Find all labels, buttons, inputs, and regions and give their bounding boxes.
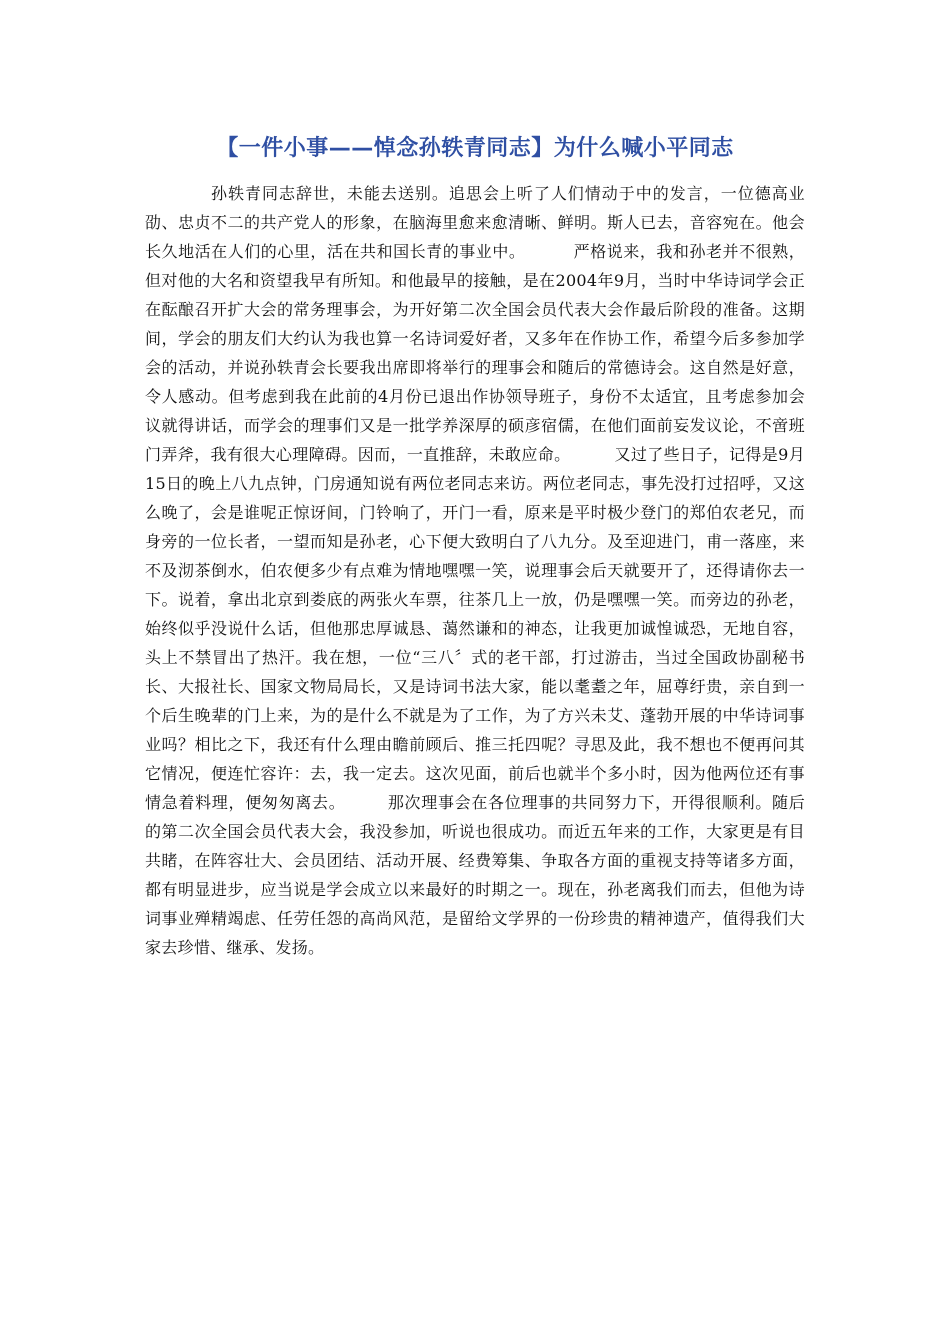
paragraph-1: 孙轶青同志辞世，未能去送别。追思会上听了人们情动于中的发言，一位德高业劭、忠贞不二的共产党人的形象，在脑海里愈来愈清晰、鲜明。斯人已去，音容宛在。他会长久地活在人们的心里，活在共和国长青的事业中。	[145, 184, 805, 261]
paragraph-3: 又过了些日子，记得是9月15日的晚上八九点钟，门房通知说有两位老同志来访。两位老同志，事先没打过招呼，又这么晚了，会是谁呢正惊讶间，门铃响了，开门一看，原来是平时极少登门的郑伯农老兄，而身旁的一位长者，一望而知是孙老，心下便大致明白了八九分。及至迎进门，甫一落座，来不及沏茶倒水，伯农便多少有点难为情地嘿嘿一笑，说理事会后天就要开了，还得请你去一下。说着，拿出北京到娄底的两张火车票，往茶几上一放，仍是嘿嘿一笑。而旁边的孙老，始终似乎没说什么话，但他那忠厚诚恳、蔼然谦和的神态，让我更加诚惶诚恐，无地自容，头上不禁冒出了热汗。我在想，一位“三八〞式的老干部，打过游击，当过全国政协副秘书长、大报社长、国家文物局局长，又是诗词书法大家，能以耄耋之年，屈尊纡贵，亲自到一个后生晚辈的门上来，为的是什么不就是为了工作，为了方兴未艾、蓬勃开展的中华诗词事业吗？相比之下，我还有什么理由瞻前顾后、推三托四呢？寻思及此，我不想也不便再问其它情况，便连忙容许：去，我一定去。这次见面，前后也就半个多小时，因为他两位还有事情急着料理，便匆匆离去。	[145, 445, 805, 812]
paragraph-2: 严格说来，我和孙老并不很熟，但对他的大名和资望我早有所知。和他最早的接触，是在2004年9月，当时中华诗词学会正在酝酿召开扩大会的常务理事会，为开好第二次全国会员代表大会作最后阶段的准备。这期间，学会的朋友们大约认为我也算一名诗词爱好者，又多年在作协工作，希望今后多参加学会的活动，并说孙轶青会长要我出席即将举行的理事会和随后的常德诗会。这自然是好意，令人感动。但考虑到我在此前的4月份已退出作协领导班子，身份不太适宜，且考虑参加会议就得讲话，而学会的理事们又是一批学养深厚的硕彦宿儒，在他们面前妄发议论，不啻班门弄斧，我有很大心理障碍。因而，一直推辞，未敢应命。	[145, 242, 806, 464]
article-body	[145, 179, 805, 962]
page-title: 【一件小事——悼念孙轶青同志】为什么喊小平同志	[216, 136, 734, 161]
paragraph-4: 那次理事会在各位理事的共同努力下，开得很顺利。随后的第二次全国会员代表大会，我没参加，听说也很成功。而近五年来的工作，大家更是有目共睹，在阵容壮大、会员团结、活动开展、经费筹集、争取各方面的重视支持等诸多方面，都有明显进步，应当说是学会成立以来最好的时期之一。现在，孙老离我们而去，但他为诗词事业殚精竭虑、任劳任怨的高尚风范，是留给文学界的一份珍贵的精神遗产，值得我们大家去珍惜、继承、发扬。	[145, 793, 805, 957]
